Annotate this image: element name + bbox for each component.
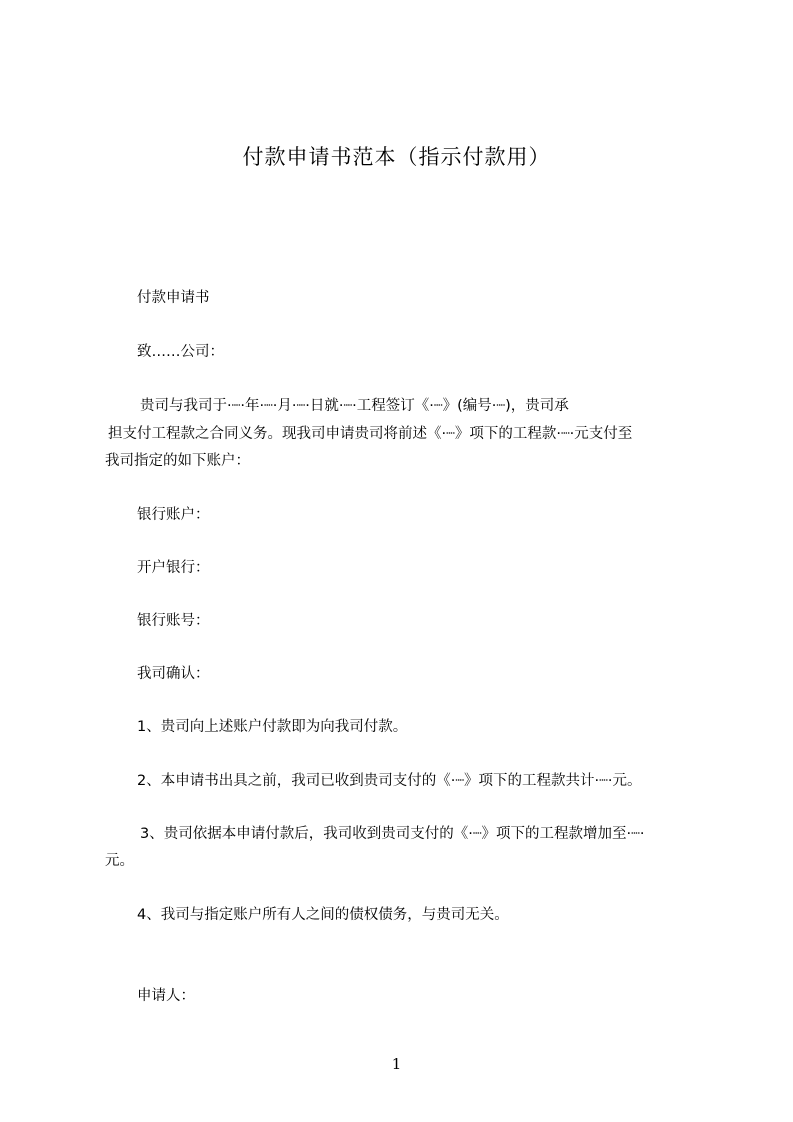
- confirmation-item-3-line-1: 3、贵司依据本申请付款后，我司收到贵司支付的《·┈》项下的工程款增加至·┈·: [140, 826, 645, 842]
- body-paragraph-line-1: 贵司与我司于·┈·年·┈·月·┈·日就·┈·工程签订《·┈》(编号·┈)，贵司承: [140, 398, 569, 414]
- bank-name-label: 开户银行：: [137, 560, 210, 576]
- confirmation-item-1: 1、贵司向上述账户付款即为向我司付款。: [137, 719, 408, 735]
- confirmation-item-3-line-2: 元。: [105, 853, 134, 869]
- applicant-label: 申请人：: [137, 988, 195, 1004]
- document-title: 付款申请书范本（指示付款用）: [242, 145, 551, 169]
- confirmation-item-4: 4、我司与指定账户所有人之间的债权债务，与贵司无关。: [137, 907, 509, 923]
- confirmation-label: 我司确认：: [137, 666, 210, 682]
- document-heading: 付款申请书: [137, 290, 210, 306]
- body-paragraph-line-3: 我司指定的如下账户：: [105, 453, 250, 469]
- body-paragraph-line-2: 担支付工程款之合同义务。现我司申请贵司将前述《·┈》项下的工程款·┈·元支付至: [108, 426, 633, 442]
- confirmation-item-2: 2、本申请书出具之前，我司已收到贵司支付的《·┈》项下的工程款共计·┈·元。: [137, 773, 642, 789]
- bank-account-number-label: 银行账号：: [137, 613, 210, 629]
- bank-account-name-label: 银行账户：: [137, 507, 210, 523]
- page-number: 1: [391, 1055, 402, 1073]
- addressee-line: 致……公司：: [137, 344, 224, 360]
